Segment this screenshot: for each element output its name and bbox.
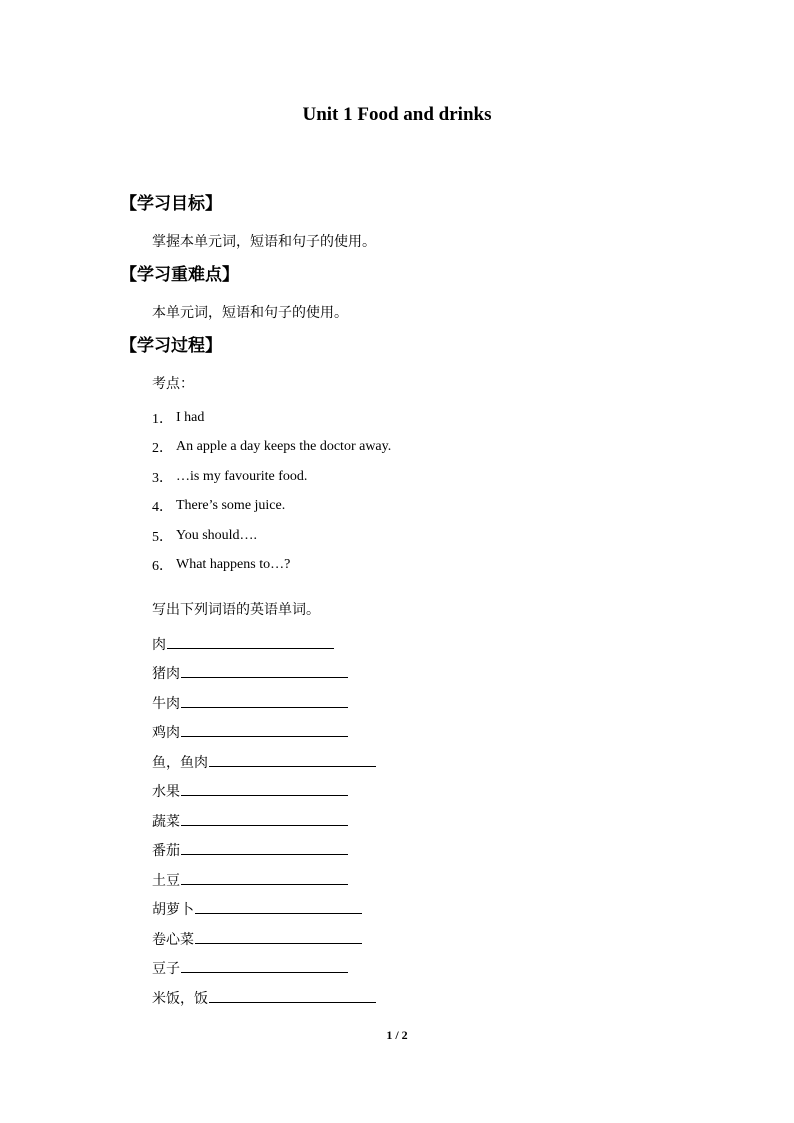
vocab-item: 鸡肉 bbox=[152, 713, 376, 743]
answer-blank[interactable] bbox=[209, 1001, 376, 1003]
answer-blank[interactable] bbox=[195, 912, 362, 914]
answer-blank[interactable] bbox=[181, 824, 348, 826]
answer-blank[interactable] bbox=[209, 765, 376, 767]
vocab-item: 豆子 bbox=[152, 949, 376, 979]
list-item: 4． There’s some juice. bbox=[152, 498, 286, 516]
vocab-item: 牛肉 bbox=[152, 683, 376, 713]
page-title: Unit 1 Food and drinks bbox=[302, 104, 492, 125]
list-item: 1． I had bbox=[152, 409, 205, 427]
answer-blank[interactable] bbox=[181, 971, 348, 973]
objectives-text: 掌握本单元词，短语和句子的使用。 bbox=[152, 234, 376, 250]
key-points-text: 本单元词，短语和句子的使用。 bbox=[152, 305, 348, 321]
answer-blank[interactable] bbox=[195, 942, 362, 944]
key-points-heading: 【学习重难点】 bbox=[120, 265, 239, 285]
vocab-item: 鱼，鱼肉 bbox=[152, 742, 376, 772]
answer-blank[interactable] bbox=[167, 647, 334, 649]
answer-blank[interactable] bbox=[181, 676, 348, 678]
process-intro: 考点： bbox=[152, 376, 194, 392]
vocab-item: 番茄 bbox=[152, 831, 376, 861]
vocab-item: 猪肉 bbox=[152, 654, 376, 684]
exam-points-list bbox=[152, 403, 391, 580]
exercise-prompt: 写出下列词语的英语单词。 bbox=[152, 602, 320, 618]
vocab-item: 土豆 bbox=[152, 860, 376, 890]
list-item: 2． An apple a day keeps the doctor away. bbox=[152, 439, 392, 457]
answer-blank[interactable] bbox=[181, 794, 348, 796]
objectives-heading: 【学习目标】 bbox=[120, 194, 222, 214]
list-item: 3． …is my favourite food. bbox=[152, 468, 308, 486]
vocab-item: 蔬菜 bbox=[152, 801, 376, 831]
list-item: 6． What happens to…? bbox=[152, 557, 291, 575]
vocab-item: 米饭，饭 bbox=[152, 978, 376, 1008]
vocab-list bbox=[152, 624, 376, 1008]
answer-blank[interactable] bbox=[181, 706, 348, 708]
vocab-item: 卷心菜 bbox=[152, 919, 376, 949]
answer-blank[interactable] bbox=[181, 735, 348, 737]
vocab-item: 水果 bbox=[152, 772, 376, 802]
list-item: 5． You should…. bbox=[152, 527, 258, 545]
process-heading: 【学习过程】 bbox=[120, 336, 222, 356]
answer-blank[interactable] bbox=[181, 853, 348, 855]
vocab-item: 胡萝卜 bbox=[152, 890, 376, 920]
vocab-item: 肉 bbox=[152, 624, 376, 654]
answer-blank[interactable] bbox=[181, 883, 348, 885]
page-number: 1 / 2 bbox=[386, 1028, 408, 1042]
